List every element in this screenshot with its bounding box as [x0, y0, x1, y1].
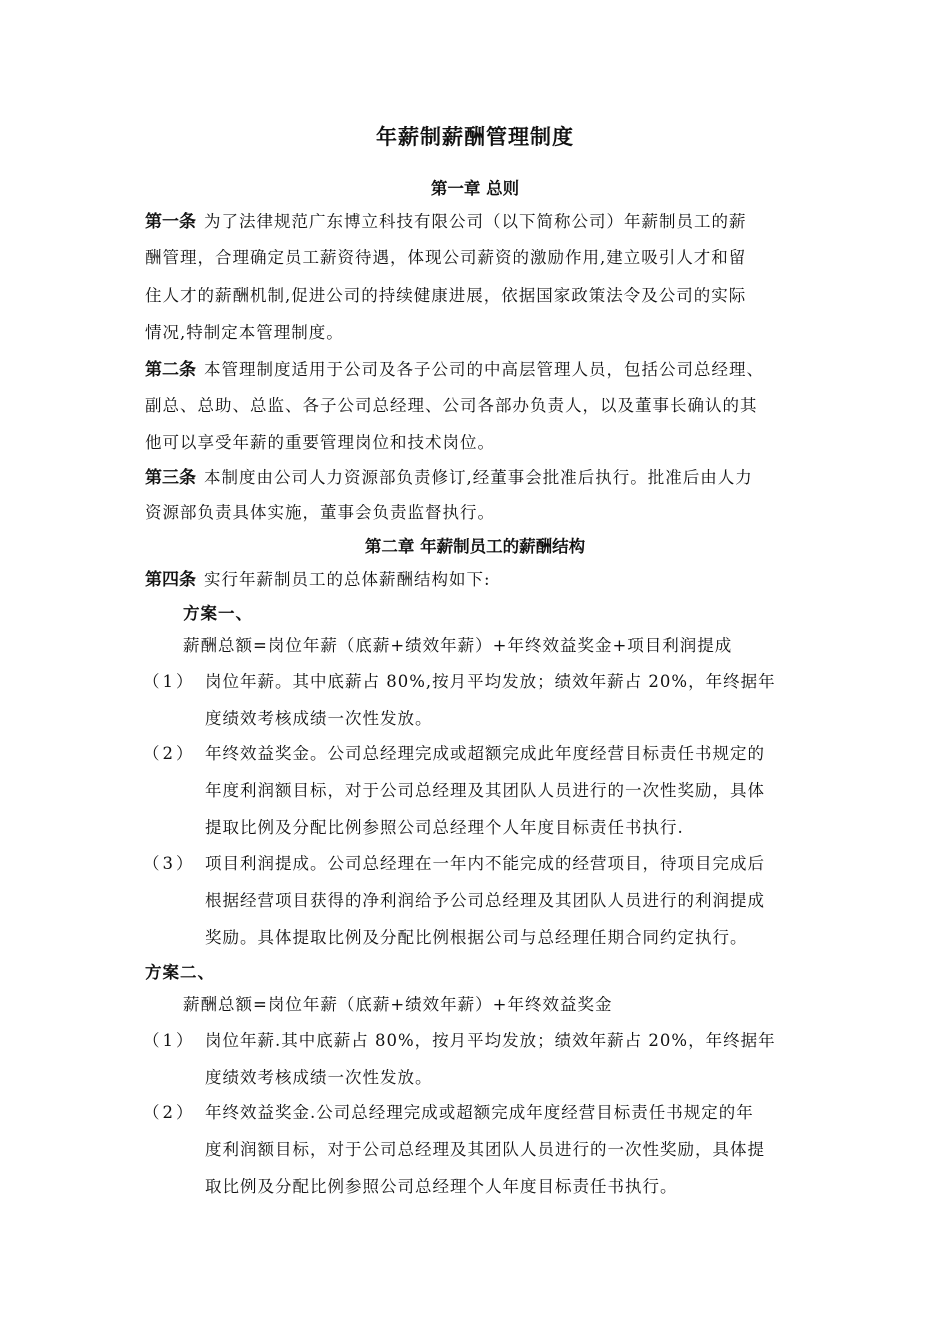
article-2-line-3: 他可以享受年薪的重要管理岗位和技术岗位。 — [145, 433, 495, 452]
chapter-1-heading: 第一章 总则 — [430, 179, 520, 198]
article-4-text: 实行年薪制员工的总体薪酬结构如下: — [204, 570, 491, 589]
article-3-label: 第三条 — [145, 468, 196, 488]
plan-1-item-3-line-3: 奖励。具体提取比例及分配比例根据公司与总经理任期合同约定执行。 — [205, 928, 748, 947]
plan-1-item-2-number: （2） — [143, 744, 196, 763]
article-4-label: 第四条 — [145, 570, 196, 590]
article-2-line-1 — [145, 355, 764, 380]
article-2-line-2: 副总、总助、总监、各子公司总经理、公司各部办负责人，以及董事长确认的其 — [145, 396, 758, 415]
plan-1-item-3-line-1: 项目利润提成。公司总经理在一年内不能完成的经营项目，待项目完成后 — [205, 854, 765, 873]
plan-1-item-1-line-1: 岗位年薪。其中底薪占 80%,按月平均发放；绩效年薪占 20%，年终据年 — [205, 672, 776, 691]
plan-1-item-2-line-1: 年终效益奖金。公司总经理完成或超额完成此年度经营目标责任书规定的 — [205, 744, 765, 763]
plan-1-item-3-line-2: 根据经营项目获得的净利润给予公司总经理及其团队人员进行的利润提成 — [205, 891, 765, 910]
article-1-label: 第一条 — [145, 212, 196, 232]
plan-2-item-2-line-1: 年终效益奖金.公司总经理完成或超额完成年度经营目标责任书规定的年 — [205, 1103, 754, 1122]
article-4-line — [145, 565, 491, 590]
article-1-line-2: 酬管理，合理确定员工薪资待遇，体现公司薪资的激励作用,建立吸引人才和留 — [145, 248, 747, 267]
plan-2-formula: 薪酬总额=岗位年薪（底薪+绩效年薪）+年终效益奖金 — [183, 995, 613, 1014]
plan-2-item-1-number: （1） — [143, 1031, 196, 1050]
article-3-line-1 — [145, 463, 753, 488]
article-2-text: 本管理制度适用于公司及各子公司的中高层管理人员，包括公司总经理、 — [204, 360, 764, 379]
plan-1-item-3-number: （3） — [143, 854, 196, 873]
article-1-line-3: 住人才的薪酬机制,促进公司的持续健康进展，依据国家政策法令及公司的实际 — [145, 286, 747, 305]
article-1-text: 为了法律规范广东博立科技有限公司（以下简称公司）年薪制员工的薪 — [204, 212, 747, 231]
plan-2-item-2-number: （2） — [143, 1103, 196, 1122]
plan-2-item-1-line-2: 度绩效考核成绩一次性发放。 — [205, 1068, 433, 1087]
article-2-label: 第二条 — [145, 360, 196, 380]
plan-1-formula: 薪酬总额=岗位年薪（底薪+绩效年薪）+年终效益奖金+项目利润提成 — [183, 636, 733, 655]
article-1-line-1 — [145, 207, 747, 232]
plan-2-item-2-line-2: 度利润额目标，对于公司总经理及其团队人员进行的一次性奖励，具体提 — [205, 1140, 765, 1159]
article-1-line-4: 情况,特制定本管理制度。 — [145, 323, 344, 342]
plan-1-heading: 方案一、 — [183, 604, 253, 623]
article-3-text: 本制度由公司人力资源部负责修订,经董事会批准后执行。批准后由人力 — [204, 468, 753, 487]
plan-2-item-1-line-1: 岗位年薪.其中底薪占 80%，按月平均发放；绩效年薪占 20%，年终据年 — [205, 1031, 776, 1050]
plan-2-item-2-line-3: 取比例及分配比例参照公司总经理个人年度目标责任书执行。 — [205, 1177, 678, 1196]
plan-1-item-1-number: （1） — [143, 672, 196, 691]
document-title: 年薪制薪酬管理制度 — [376, 125, 574, 149]
article-3-line-2: 资源部负责具体实施，董事会负责监督执行。 — [145, 503, 495, 522]
plan-1-item-2-line-3: 提取比例及分配比例参照公司总经理个人年度目标责任书执行. — [205, 818, 684, 837]
plan-2-heading: 方案二、 — [145, 963, 215, 982]
chapter-2-heading: 第二章 年薪制员工的薪酬结构 — [364, 537, 586, 556]
plan-1-item-2-line-2: 年度利润额目标，对于公司总经理及其团队人员进行的一次性奖励，具体 — [205, 781, 765, 800]
plan-1-item-1-line-2: 度绩效考核成绩一次性发放。 — [205, 709, 433, 728]
